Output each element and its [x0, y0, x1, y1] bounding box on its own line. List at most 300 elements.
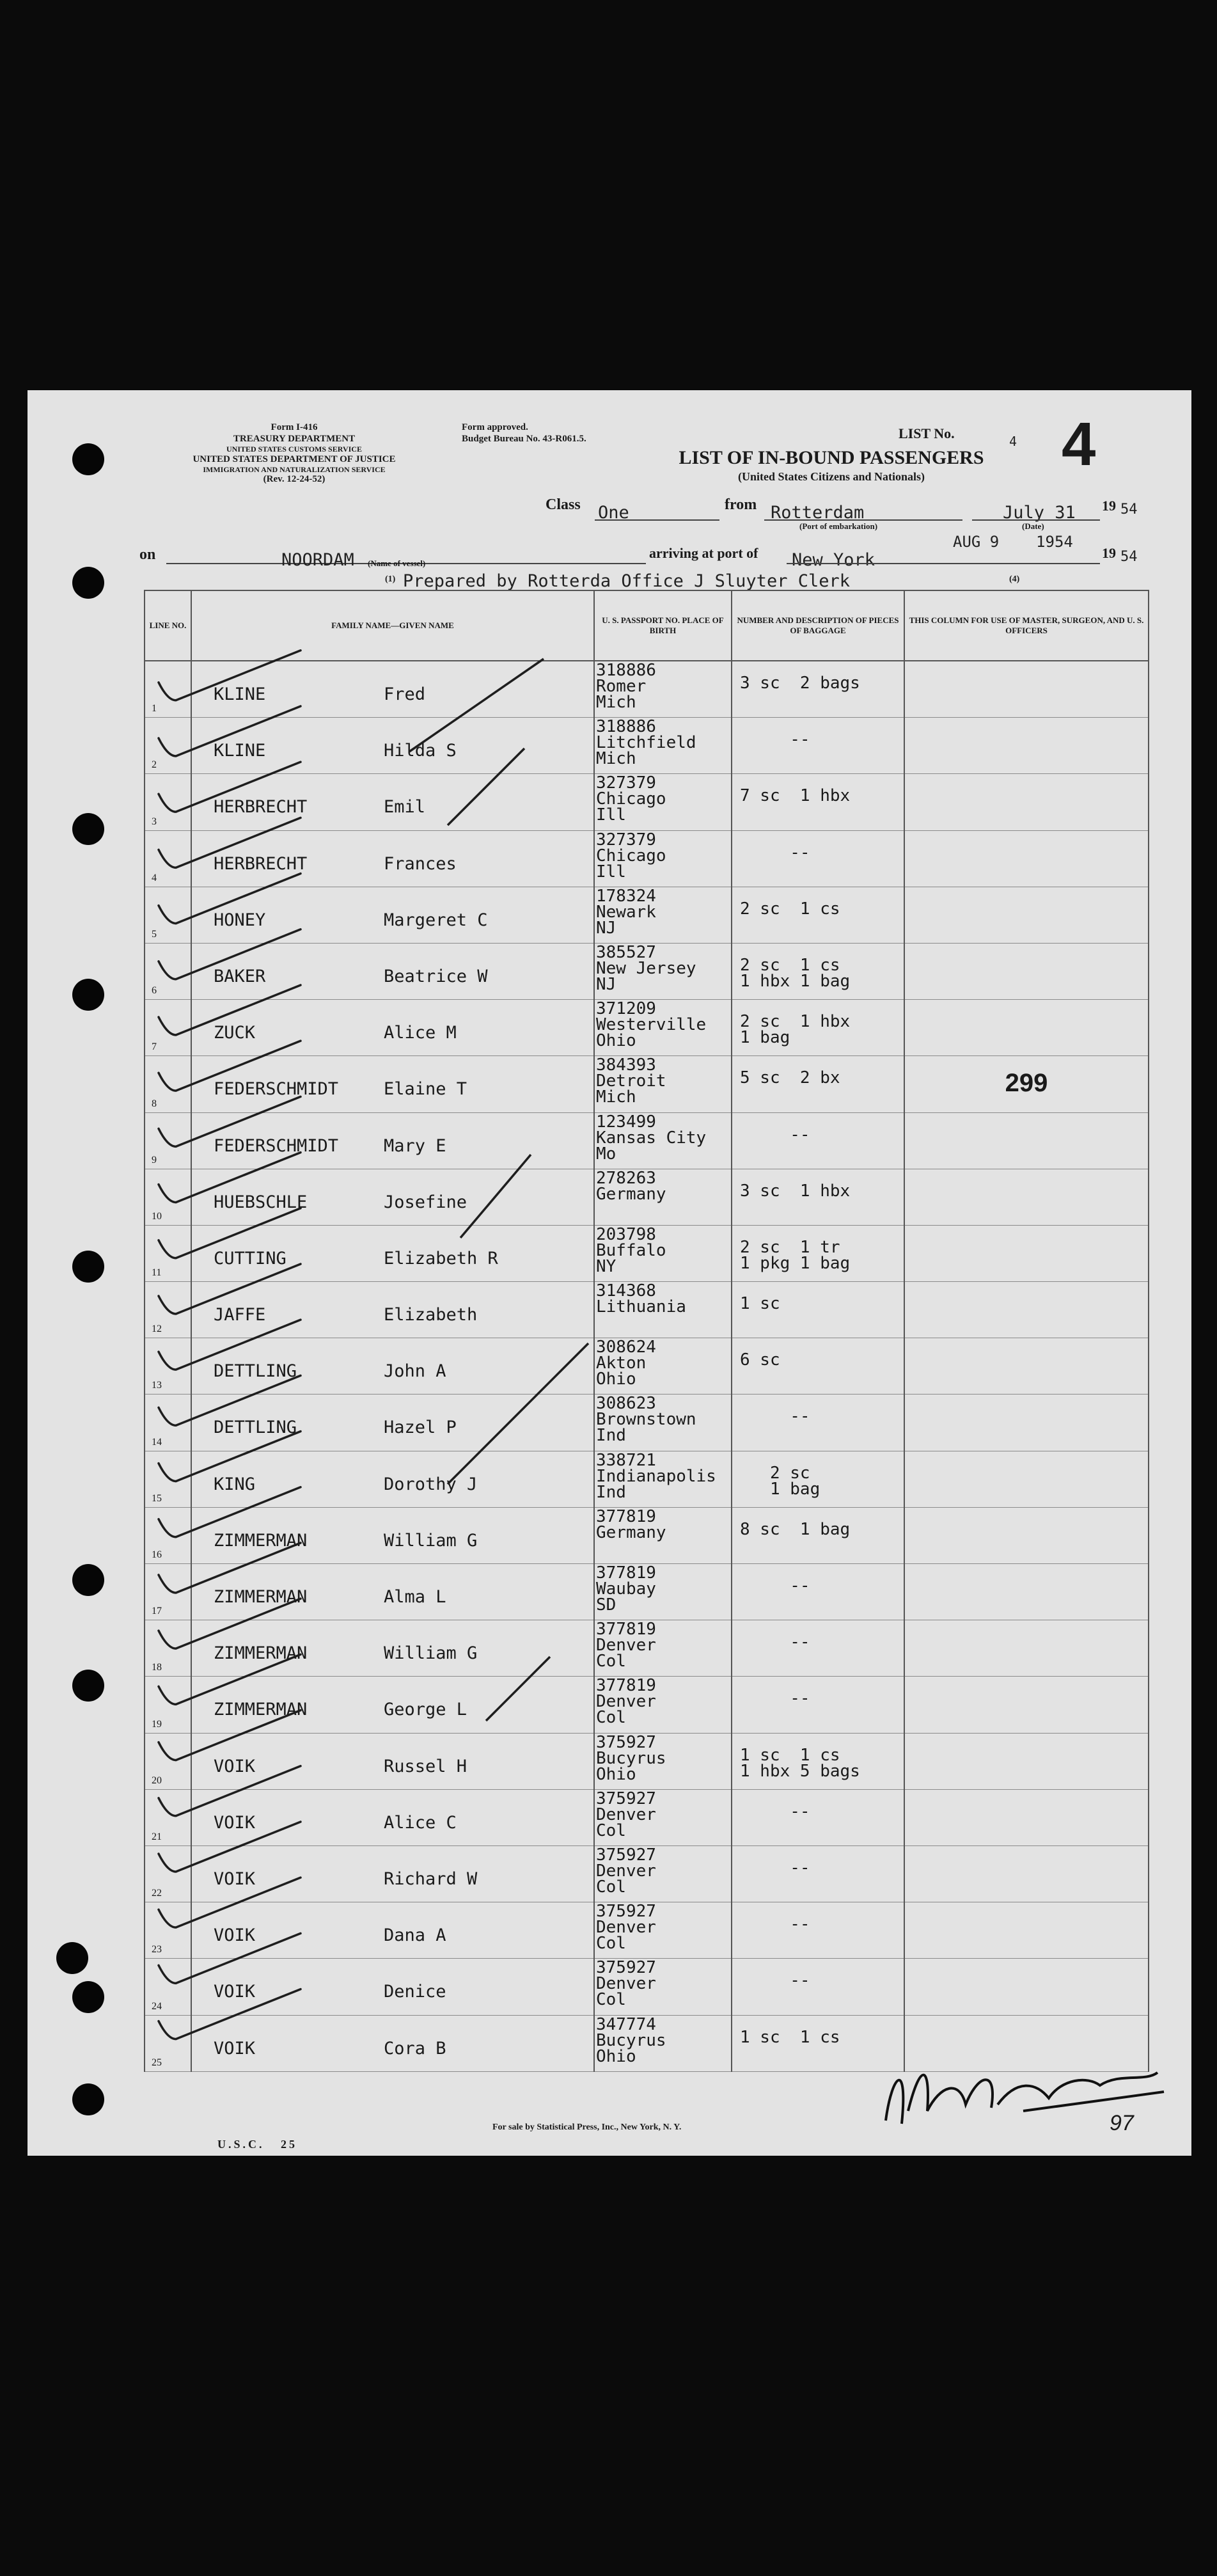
line-number: 4: [152, 872, 157, 883]
vessel-value: NOORDAM: [281, 550, 354, 570]
name-cell: [191, 774, 594, 830]
family-name: JAFFE: [214, 1305, 266, 1325]
agency-line: UNITED STATES CUSTOMS SERVICE: [226, 445, 362, 454]
official-note: [905, 1677, 1148, 1689]
col-baggage: NUMBER AND DESCRIPTION OF PIECES OF BAGGAGE: [732, 590, 904, 661]
year-suffix: 54: [1120, 502, 1138, 518]
baggage-description: --: [740, 1689, 810, 1709]
year-prefix: 19: [1102, 498, 1116, 514]
agency-line: UNITED STATES DEPARTMENT OF JUSTICE: [192, 454, 396, 464]
table-row: [145, 1620, 1149, 1677]
family-name: BAKER: [214, 966, 266, 986]
arriving-label: arriving at port of: [649, 545, 758, 561]
official-use-cell: [904, 718, 1149, 774]
year-suffix: 54: [1120, 549, 1138, 565]
family-name: ZIMMERMAN: [214, 1587, 308, 1607]
passport-cell: [594, 1845, 732, 1902]
table-row: [145, 1225, 1149, 1281]
official-note: [905, 831, 1148, 844]
passport-birthplace: 338721 Indianapolis Ind: [596, 1450, 716, 1502]
punch-hole: [72, 1251, 104, 1283]
agency-line: IMMIGRATION AND NATURALIZATION SERVICE: [203, 465, 386, 475]
table-row: [145, 943, 1149, 999]
baggage-cell: [732, 1564, 904, 1620]
baggage-cell: [732, 1056, 904, 1112]
given-name: Elaine T: [384, 1079, 467, 1100]
family-name: KLINE: [214, 684, 266, 704]
family-name: KLINE: [214, 741, 266, 761]
printer-line: For sale by Statistical Press, Inc., New York, N. Y.: [492, 2122, 682, 2132]
baggage-description: --: [740, 730, 810, 750]
official-use-cell: [904, 1677, 1149, 1733]
official-use-cell: [904, 1789, 1149, 1845]
baggage-cell: [732, 887, 904, 943]
line-number: 13: [152, 1380, 162, 1391]
passport-cell: [594, 1451, 732, 1507]
arriving-value: New York: [792, 550, 875, 570]
passport-cell: [594, 1733, 732, 1789]
passport-cell: [594, 1225, 732, 1281]
passport-cell: [594, 774, 732, 830]
table-row: [145, 1677, 1149, 1733]
baggage-cell: [732, 1733, 904, 1789]
baggage-cell: [732, 1338, 904, 1395]
passport-birthplace: 385527 New Jersey NJ: [596, 942, 696, 994]
baggage-cell: [732, 1225, 904, 1281]
line-no-cell: [145, 1000, 191, 1056]
official-use-cell: [904, 1169, 1149, 1225]
passport-birthplace: 327379 Chicago Ill: [596, 773, 666, 825]
family-name: VOIK: [214, 1982, 256, 2002]
name-cell: [191, 1225, 594, 1281]
baggage-description: 3 sc 1 hbx: [740, 1181, 851, 1201]
baggage-cell: [732, 1451, 904, 1507]
table-row: [145, 1451, 1149, 1507]
table-row: [145, 887, 1149, 943]
line-no-cell: [145, 1677, 191, 1733]
baggage-cell: [732, 830, 904, 887]
form-agency-block: [144, 422, 444, 486]
family-name: HERBRECHT: [214, 853, 308, 874]
baggage-cell: [732, 774, 904, 830]
official-note: [905, 661, 1148, 674]
line-no-cell: [145, 661, 191, 718]
official-note: [905, 1000, 1148, 1013]
official-use-cell: [904, 1845, 1149, 1902]
line-no-cell: [145, 2015, 191, 2071]
punch-hole: [56, 1942, 88, 1974]
punch-hole: [72, 567, 104, 599]
family-name: VOIK: [214, 1812, 256, 1833]
family-name: CUTTING: [214, 1248, 287, 1268]
table-row: [145, 718, 1149, 774]
official-use-cell: [904, 1564, 1149, 1620]
line-number: 20: [152, 1774, 162, 1786]
given-name: Cora B: [384, 2038, 446, 2058]
col-name: FAMILY NAME—GIVEN NAME: [191, 590, 594, 661]
line-number: 11: [152, 1267, 162, 1279]
official-use-cell: [904, 1282, 1149, 1338]
official-note: [905, 1226, 1148, 1238]
baggage-description: --: [740, 1915, 810, 1934]
name-cell: [191, 1902, 594, 1959]
line-number: 10: [152, 1210, 162, 1222]
line-number: 3: [152, 816, 157, 827]
column-marker: (4): [1009, 574, 1020, 584]
official-note: [905, 1508, 1148, 1521]
baggage-description: 2 sc 1 cs: [740, 899, 840, 919]
name-cell: [191, 1845, 594, 1902]
arrival-date-stamp: AUG 9 1954: [953, 533, 1073, 551]
given-name: William G: [384, 1530, 478, 1551]
given-name: Emil: [384, 797, 426, 818]
given-name: William G: [384, 1643, 478, 1664]
line-no-cell: [145, 1225, 191, 1281]
official-use-cell: [904, 1507, 1149, 1563]
name-cell: [191, 1112, 594, 1169]
line-no-cell: [145, 1451, 191, 1507]
official-note: [905, 1169, 1148, 1182]
table-row: [145, 1395, 1149, 1451]
table-row: [145, 1564, 1149, 1620]
official-use-cell: [904, 1225, 1149, 1281]
line-no-cell: [145, 1169, 191, 1225]
baggage-description: 1 sc 1 cs: [740, 2027, 840, 2047]
line-number: 16: [152, 1549, 162, 1560]
name-cell: [191, 1733, 594, 1789]
baggage-cell: [732, 1507, 904, 1563]
baggage-description: 6 sc: [740, 1350, 780, 1370]
official-note: [905, 1564, 1148, 1577]
line-no-cell: [145, 1507, 191, 1563]
given-name: Alice M: [384, 1023, 457, 1043]
official-note: 299: [1005, 1069, 1048, 1098]
date-value: July 31: [1003, 503, 1076, 523]
table-row: [145, 1000, 1149, 1056]
line-number: 1: [152, 703, 157, 715]
passport-birthplace: 375927 Denver Col: [596, 1845, 656, 1897]
family-name: ZIMMERMAN: [214, 1643, 308, 1664]
family-name: VOIK: [214, 2038, 256, 2058]
official-note: [905, 718, 1148, 731]
family-name: HONEY: [214, 910, 266, 930]
official-note: [905, 887, 1148, 900]
punch-hole: [72, 1981, 104, 2013]
table-header-row: [145, 590, 1149, 661]
baggage-description: 2 sc 1 bag: [769, 1463, 820, 1499]
name-cell: [191, 1056, 594, 1112]
line-number: 19: [152, 1718, 162, 1730]
family-name: HUEBSCHLE: [214, 1192, 308, 1212]
punch-hole: [72, 979, 104, 1011]
passport-birthplace: 314368 Lithuania: [596, 1281, 686, 1317]
line-number: 22: [152, 1888, 162, 1899]
official-note: [905, 1338, 1148, 1351]
signature-note: 97: [1110, 2111, 1134, 2135]
prepared-by: Prepared by Rotterda Office J Sluyter Clerk: [403, 571, 850, 591]
official-use-cell: [904, 943, 1149, 999]
from-caption: (Port of embarkation): [799, 521, 878, 531]
family-name: VOIK: [214, 1869, 256, 1889]
baggage-description: 1 sc: [740, 1294, 780, 1314]
line-number: 23: [152, 1944, 162, 1956]
line-no-cell: [145, 887, 191, 943]
official-use-cell: [904, 661, 1149, 718]
baggage-cell: [732, 943, 904, 999]
passport-cell: [594, 718, 732, 774]
table-row: [145, 661, 1149, 718]
name-cell: [191, 2015, 594, 2071]
name-cell: [191, 830, 594, 887]
official-note: [905, 944, 1148, 956]
baggage-description: 2 sc 1 hbx 1 bag: [740, 1012, 851, 1048]
passport-cell: [594, 1677, 732, 1733]
baggage-cell: [732, 1395, 904, 1451]
name-cell: [191, 943, 594, 999]
family-name: DETTLING: [214, 1418, 297, 1438]
table-row: [145, 1733, 1149, 1789]
baggage-description: 3 sc 2 bags: [740, 674, 860, 693]
baggage-cell: [732, 1959, 904, 2015]
page-title: LIST OF IN-BOUND PASSENGERS: [679, 447, 984, 468]
punch-hole: [72, 1564, 104, 1596]
col-line-no: LINE NO.: [145, 590, 191, 661]
given-name: Hilda S: [384, 741, 457, 761]
given-name: Dana A: [384, 1925, 446, 1946]
date-caption: (Date): [1022, 521, 1044, 531]
passport-cell: [594, 1169, 732, 1225]
passport-birthplace: 203798 Buffalo NY: [596, 1224, 666, 1276]
given-name: Elizabeth R: [384, 1248, 498, 1268]
punch-hole: [72, 1670, 104, 1702]
official-use-cell: [904, 1959, 1149, 2015]
page-subtitle: (United States Citizens and Nationals): [737, 470, 925, 483]
official-use-cell: [904, 1733, 1149, 1789]
name-cell: [191, 661, 594, 718]
revision-line: (Rev. 12-24-52): [263, 474, 326, 485]
col-passport: U. S. PASSPORT NO. PLACE OF BIRTH: [594, 590, 732, 661]
official-use-cell: [904, 1056, 1149, 1112]
official-use-cell: [904, 1338, 1149, 1395]
on-label: on: [139, 546, 156, 563]
passport-birthplace: 318886 Litchfield Mich: [596, 717, 696, 769]
table-row: [145, 1169, 1149, 1225]
line-no-cell: [145, 830, 191, 887]
family-name: KING: [214, 1474, 256, 1494]
baggage-description: --: [740, 842, 810, 862]
passport-cell: [594, 1395, 732, 1451]
line-no-cell: [145, 1902, 191, 1959]
passport-cell: [594, 661, 732, 718]
form-approved-block: [462, 422, 647, 445]
baggage-description: --: [740, 1125, 810, 1144]
passport-birthplace: 123499 Kansas City Mo: [596, 1112, 707, 1164]
name-cell: [191, 1564, 594, 1620]
given-name: George L: [384, 1700, 467, 1720]
family-name: VOIK: [214, 1756, 256, 1776]
table-row: [145, 1959, 1149, 2015]
line-number: 12: [152, 1324, 162, 1335]
form-number: Form I-416: [271, 422, 318, 432]
baggage-description: 5 sc 2 bx: [740, 1068, 840, 1088]
official-use-cell: [904, 774, 1149, 830]
given-name: Denice: [384, 1982, 446, 2002]
baggage-description: --: [740, 1632, 810, 1652]
prepared-marker: (1): [385, 574, 396, 584]
line-number: 21: [152, 1831, 162, 1842]
table-row: [145, 1338, 1149, 1395]
line-no-cell: [145, 1959, 191, 2015]
line-number: 2: [152, 759, 157, 771]
baggage-description: --: [740, 1576, 810, 1595]
given-name: Frances: [384, 853, 457, 874]
name-cell: [191, 1169, 594, 1225]
line-number: 24: [152, 2000, 162, 2012]
passport-birthplace: 375927 Bucyrus Ohio: [596, 1732, 666, 1784]
official-note: [905, 774, 1148, 787]
list-no-handwritten: 4: [1062, 410, 1096, 478]
official-use-cell: [904, 830, 1149, 887]
family-name: FEDERSCHMIDT: [214, 1135, 339, 1156]
passport-birthplace: 377819 Denver Col: [596, 1620, 656, 1671]
line-no-cell: [145, 1733, 191, 1789]
class-value: One: [598, 503, 629, 523]
line-no-cell: [145, 1620, 191, 1677]
given-name: Fred: [384, 684, 426, 704]
line-number: 9: [152, 1154, 157, 1166]
table-row: [145, 1282, 1149, 1338]
name-cell: [191, 1507, 594, 1563]
official-use-cell: [904, 1902, 1149, 1959]
line-number: 15: [152, 1492, 162, 1504]
passport-birthplace: 278263 Germany: [596, 1168, 666, 1204]
passport-birthplace: 384393 Detroit Mich: [596, 1055, 666, 1107]
passport-birthplace: 318886 Romer Mich: [596, 661, 656, 712]
family-name: ZIMMERMAN: [214, 1530, 308, 1551]
family-name: FEDERSCHMIDT: [214, 1079, 339, 1100]
passport-cell: [594, 2015, 732, 2071]
line-no-cell: [145, 1282, 191, 1338]
passport-cell: [594, 1959, 732, 2015]
official-use-cell: [904, 1451, 1149, 1507]
official-note: [905, 1113, 1148, 1126]
given-name: Hazel P: [384, 1418, 457, 1438]
line-no-cell: [145, 718, 191, 774]
line-no-cell: [145, 1338, 191, 1395]
official-note: [905, 1734, 1148, 1746]
passport-cell: [594, 1507, 732, 1563]
family-name: HERBRECHT: [214, 797, 308, 818]
baggage-description: 7 sc 1 hbx: [740, 786, 851, 806]
form-approved: Form approved.: [462, 422, 528, 432]
table-row: [145, 2015, 1149, 2071]
line-no-cell: [145, 943, 191, 999]
given-name: Josefine: [384, 1192, 467, 1212]
passport-cell: [594, 1056, 732, 1112]
official-use-cell: [904, 1000, 1149, 1056]
passport-cell: [594, 1620, 732, 1677]
baggage-cell: [732, 1112, 904, 1169]
official-note: [905, 1395, 1148, 1407]
passport-cell: [594, 1902, 732, 1959]
line-number: 7: [152, 1041, 157, 1053]
passport-cell: [594, 887, 732, 943]
given-name: Margeret C: [384, 910, 488, 930]
budget-bureau: Budget Bureau No. 43-R061.5.: [462, 433, 586, 444]
punch-hole: [72, 2083, 104, 2115]
line-no-cell: [145, 1056, 191, 1112]
official-use-cell: [904, 887, 1149, 943]
name-cell: [191, 1620, 594, 1677]
official-note: [905, 1790, 1148, 1803]
passenger-table: [144, 590, 1149, 2072]
table-row: [145, 774, 1149, 830]
given-name: Elizabeth: [384, 1305, 478, 1325]
passport-birthplace: 308624 Akton Ohio: [596, 1338, 656, 1389]
passport-birthplace: 377819 Germany: [596, 1506, 666, 1542]
name-cell: [191, 1959, 594, 2015]
official-use-cell: [904, 1395, 1149, 1451]
baggage-description: 2 sc 1 cs 1 hbx 1 bag: [740, 955, 851, 991]
baggage-cell: [732, 661, 904, 718]
line-no-cell: [145, 1564, 191, 1620]
name-cell: [191, 1677, 594, 1733]
baggage-cell: [732, 1902, 904, 1959]
col-official-use: THIS COLUMN FOR USE OF MASTER, SURGEON, AND U. S. OFFICERS: [904, 590, 1149, 661]
family-name: ZIMMERMAN: [214, 1700, 308, 1720]
baggage-cell: [732, 1282, 904, 1338]
passport-cell: [594, 830, 732, 887]
given-name: John A: [384, 1361, 446, 1382]
name-cell: [191, 718, 594, 774]
passport-cell: [594, 1000, 732, 1056]
given-name: Mary E: [384, 1135, 446, 1156]
baggage-description: 2 sc 1 tr 1 pkg 1 bag: [740, 1237, 851, 1273]
baggage-cell: [732, 1000, 904, 1056]
table-row: [145, 1845, 1149, 1902]
baggage-cell: [732, 1169, 904, 1225]
baggage-description: --: [740, 1407, 810, 1426]
line-no-cell: [145, 774, 191, 830]
line-no-cell: [145, 1845, 191, 1902]
given-name: Alma L: [384, 1587, 446, 1607]
given-name: Dorothy J: [384, 1474, 478, 1494]
line-number: 6: [152, 985, 157, 997]
passport-birthplace: 375927 Denver Col: [596, 1958, 656, 2010]
line-number: 18: [152, 1662, 162, 1673]
list-no-label: LIST No.: [899, 425, 955, 441]
name-cell: [191, 1395, 594, 1451]
class-label: Class: [546, 496, 581, 513]
passport-birthplace: 375927 Denver Col: [596, 1789, 656, 1840]
name-cell: [191, 1789, 594, 1845]
passport-birthplace: 371209 Westerville Ohio: [596, 999, 707, 1051]
baggage-description: --: [740, 1858, 810, 1877]
agency-line: TREASURY DEPARTMENT: [233, 433, 356, 444]
vessel-caption: (Name of vessel): [368, 558, 426, 568]
passport-birthplace: 377819 Denver Col: [596, 1676, 656, 1728]
list-no-value: 4: [1009, 434, 1017, 449]
name-cell: [191, 1338, 594, 1395]
table-row: [145, 1902, 1149, 1959]
passport-birthplace: 377819 Waubay SD: [596, 1563, 656, 1615]
official-note: [905, 1846, 1148, 1859]
passport-birthplace: 347774 Bucyrus Ohio: [596, 2014, 666, 2066]
passport-birthplace: 178324 Newark NJ: [596, 886, 656, 938]
official-note: [905, 1959, 1148, 1972]
baggage-cell: [732, 718, 904, 774]
official-note: [905, 1902, 1148, 1915]
